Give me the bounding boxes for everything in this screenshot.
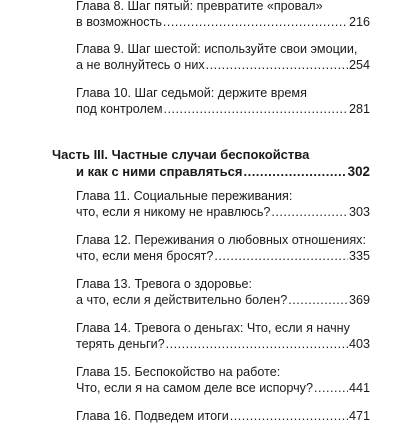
toc-entry-title-continued: а не волнуйтесь о них xyxy=(76,58,205,72)
toc-entry-title: Глава 11. Социальные переживания: xyxy=(76,189,293,203)
toc-entry-chapter-12[interactable] xyxy=(76,232,370,264)
toc-entry-chapter-15[interactable] xyxy=(76,364,370,396)
dot-leader xyxy=(230,408,348,424)
toc-page-number: 302 xyxy=(347,164,370,179)
dot-leader xyxy=(163,14,348,30)
toc-entry-chapter-10[interactable] xyxy=(76,85,370,117)
toc-page-number: 216 xyxy=(348,15,370,29)
dot-leader xyxy=(271,204,348,220)
toc-part-3[interactable] xyxy=(52,146,370,180)
toc-entry-title: Глава 10. Шаг седьмой: держите время xyxy=(76,86,307,100)
dot-leader xyxy=(288,292,348,308)
toc-entry-title-continued: что, если я никому не нравлюсь? xyxy=(76,205,271,219)
toc-page-number: 403 xyxy=(348,337,370,351)
toc-page-number: 441 xyxy=(348,381,370,395)
toc-entry-chapter-16[interactable] xyxy=(76,408,370,424)
dot-leader xyxy=(164,101,348,117)
toc-entry-title: Глава 14. Тревога о деньгах: Что, если я начну xyxy=(76,321,350,335)
toc-entry-title: Глава 13. Тревога о здоровье: xyxy=(76,277,253,291)
toc-entry-chapter-11[interactable] xyxy=(76,188,370,220)
toc-page-number: 254 xyxy=(348,58,370,72)
toc-part-title-continued: и как с ними справляться xyxy=(76,164,243,179)
toc-entry-title-continued: что, если меня бросят? xyxy=(76,249,214,263)
toc-entry-title-continued: в возможность xyxy=(76,15,162,29)
dot-leader xyxy=(314,380,348,396)
toc-page-number: 369 xyxy=(348,293,370,307)
toc-entry-chapter-14[interactable] xyxy=(76,320,370,352)
toc-entry-title: Глава 9. Шаг шестой: используйте свои эмоции, xyxy=(76,42,358,56)
toc-page-number: 281 xyxy=(348,102,370,116)
toc-page-number: 303 xyxy=(348,205,370,219)
toc-entry-chapter-9[interactable] xyxy=(76,41,370,73)
toc-page-number: 471 xyxy=(348,409,370,423)
toc-entry-title: Глава 16. Подведем итоги xyxy=(76,409,229,423)
dot-leader xyxy=(206,57,348,73)
toc-entry-title: Глава 12. Переживания о любовных отношениях: xyxy=(76,233,366,247)
toc-entry-title: Глава 15. Беспокойство на работе: xyxy=(76,365,281,379)
dot-leader xyxy=(166,336,348,352)
toc-entry-title-continued: под контролем xyxy=(76,102,163,116)
dot-leader xyxy=(214,248,348,264)
toc-entry-chapter-13[interactable] xyxy=(76,276,370,308)
toc-entry-title-continued: терять деньги? xyxy=(76,337,165,351)
toc-entry-title: Глава 8. Шаг пятый: превратите «провал» xyxy=(76,0,323,13)
toc-entry-title-continued: а что, если я действительно болен? xyxy=(76,293,288,307)
dot-leader xyxy=(243,163,346,180)
toc-entry-chapter-8[interactable] xyxy=(76,0,370,30)
toc-entry-title-continued: Что, если я на самом деле все испорчу? xyxy=(76,381,313,395)
toc-page-number: 335 xyxy=(348,249,370,263)
toc-part-title: Часть III. Частные случаи беспокойства xyxy=(52,147,310,162)
